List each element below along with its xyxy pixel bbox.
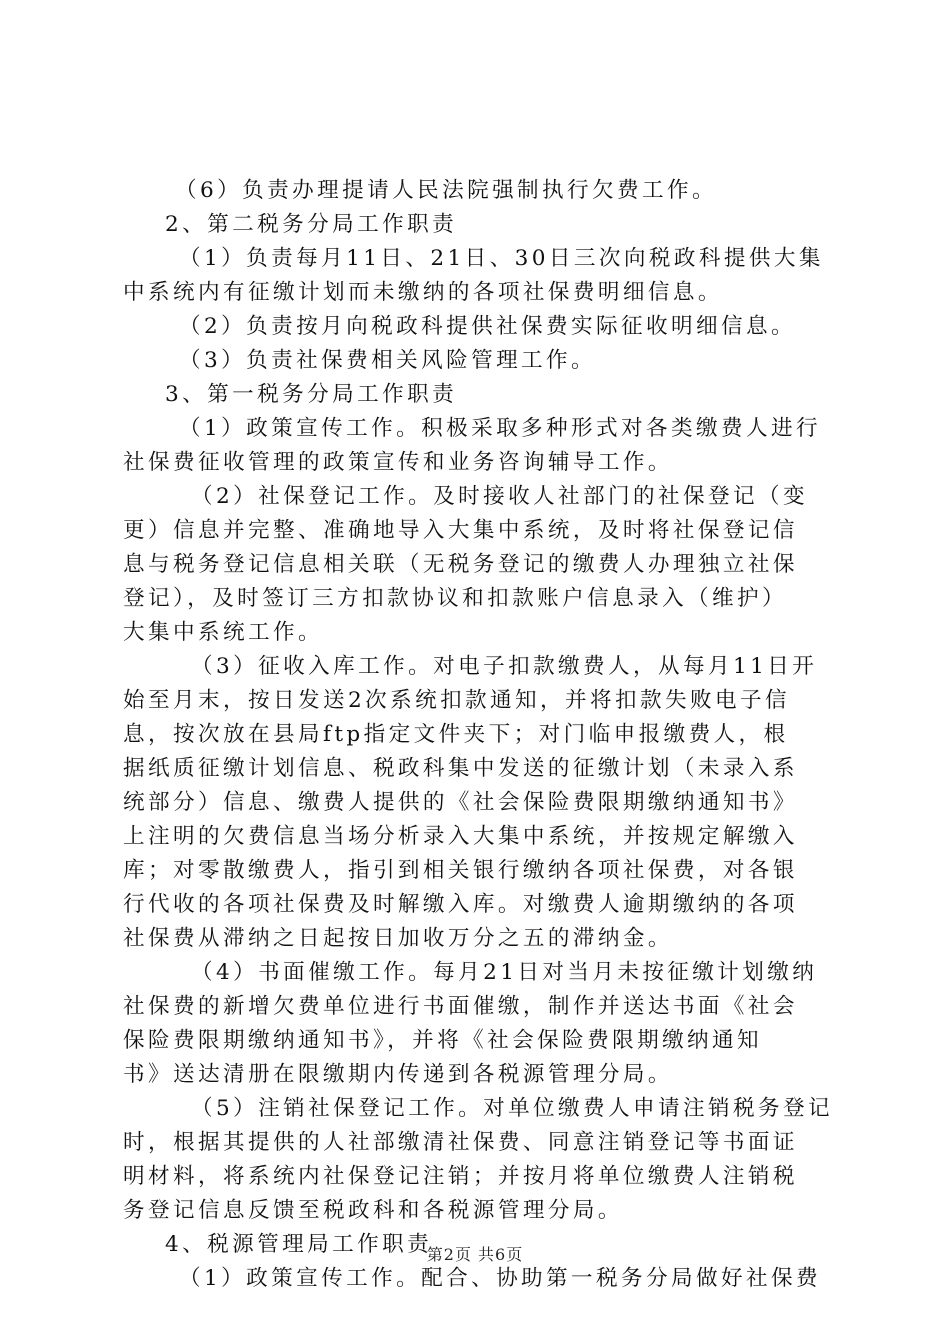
section-heading: 2、第二税务分局工作职责 bbox=[165, 212, 458, 237]
body-line: （2）负责按月向税政科提供社保费实际征收明细信息。 bbox=[179, 314, 796, 339]
body-line: 社保费从滞纳之日起按日加收万分之五的滞纳金。 bbox=[123, 926, 673, 951]
body-line: 保险费限期缴纳通知书》，并将《社会保险费限期缴纳通知 bbox=[123, 1028, 763, 1053]
body-line: （1）负责每月11日、21日、30日三次向税政科提供大集 bbox=[179, 246, 824, 271]
body-line: 社保费的新增欠费单位进行书面催缴，制作并送达书面《社会 bbox=[123, 994, 798, 1019]
body-line: （2）社保登记工作。及时接收人社部门的社保登记（变 bbox=[191, 484, 808, 509]
body-line: 登记），及时签订三方扣款协议和扣款账户信息录入（维护） bbox=[123, 586, 788, 611]
body-line: （1）政策宣传工作。积极采取多种形式对各类缴费人进行 bbox=[179, 416, 821, 441]
body-line: 中系统内有征缴计划而未缴纳的各项社保费明细信息。 bbox=[123, 280, 723, 305]
body-line: （5）注销社保登记工作。对单位缴费人申请注销税务登记 bbox=[191, 1096, 833, 1121]
body-line: 息，按次放在县局ftp指定文件夹下；对门临申报缴费人，根 bbox=[123, 722, 789, 747]
body-line: 始至月末，按日发送2次系统扣款通知，并将扣款失败电子信 bbox=[123, 688, 790, 713]
body-line: 统部分）信息、缴费人提供的《社会保险费限期缴纳通知书》 bbox=[123, 790, 798, 815]
body-line: 行代收的各项社保费及时解缴入库。对缴费人逾期缴纳的各项 bbox=[123, 892, 798, 917]
body-line: （6）负责办理提请人民法院强制执行欠费工作。 bbox=[175, 178, 718, 203]
page-footer: 第2页 共6页 bbox=[426, 1245, 524, 1264]
section-heading: 3、第一税务分局工作职责 bbox=[165, 382, 458, 407]
body-line: （1）政策宣传工作。配合、协助第一税务分局做好社保费 bbox=[179, 1266, 821, 1291]
body-line: 务登记信息反馈至税政科和各税源管理分局。 bbox=[123, 1198, 623, 1223]
body-line: （3）负责社保费相关风险管理工作。 bbox=[179, 348, 597, 373]
body-line: 大集中系统工作。 bbox=[123, 620, 323, 645]
body-line: 时，根据其提供的人社部缴清社保费、同意注销登记等书面证 bbox=[123, 1130, 798, 1155]
body-line: （3）征收入库工作。对电子扣款缴费人，从每月11日开 bbox=[191, 654, 818, 679]
body-line: 社保费征收管理的政策宣传和业务咨询辅导工作。 bbox=[123, 450, 673, 475]
body-line: （4）书面催缴工作。每月21日对当月未按征缴计划缴纳 bbox=[191, 960, 818, 985]
section-heading: 4、税源管理局工作职责 bbox=[165, 1232, 433, 1257]
body-line: 更）信息并完整、准确地导入大集中系统，及时将社保登记信 bbox=[123, 518, 798, 543]
document-body bbox=[123, 174, 835, 1296]
body-line: 息与税务登记信息相关联（无税务登记的缴费人办理独立社保 bbox=[123, 552, 798, 577]
body-line: 明材料，将系统内社保登记注销；并按月将单位缴费人注销税 bbox=[123, 1164, 798, 1189]
body-line: 库；对零散缴费人，指引到相关银行缴纳各项社保费，对各银 bbox=[123, 858, 798, 883]
body-line: 上注明的欠费信息当场分析录入大集中系统，并按规定解缴入 bbox=[123, 824, 798, 849]
body-line: 据纸质征缴计划信息、税政科集中发送的征缴计划（未录入系 bbox=[123, 756, 798, 781]
body-line: 书》送达清册在限缴期内传递到各税源管理分局。 bbox=[123, 1062, 673, 1087]
